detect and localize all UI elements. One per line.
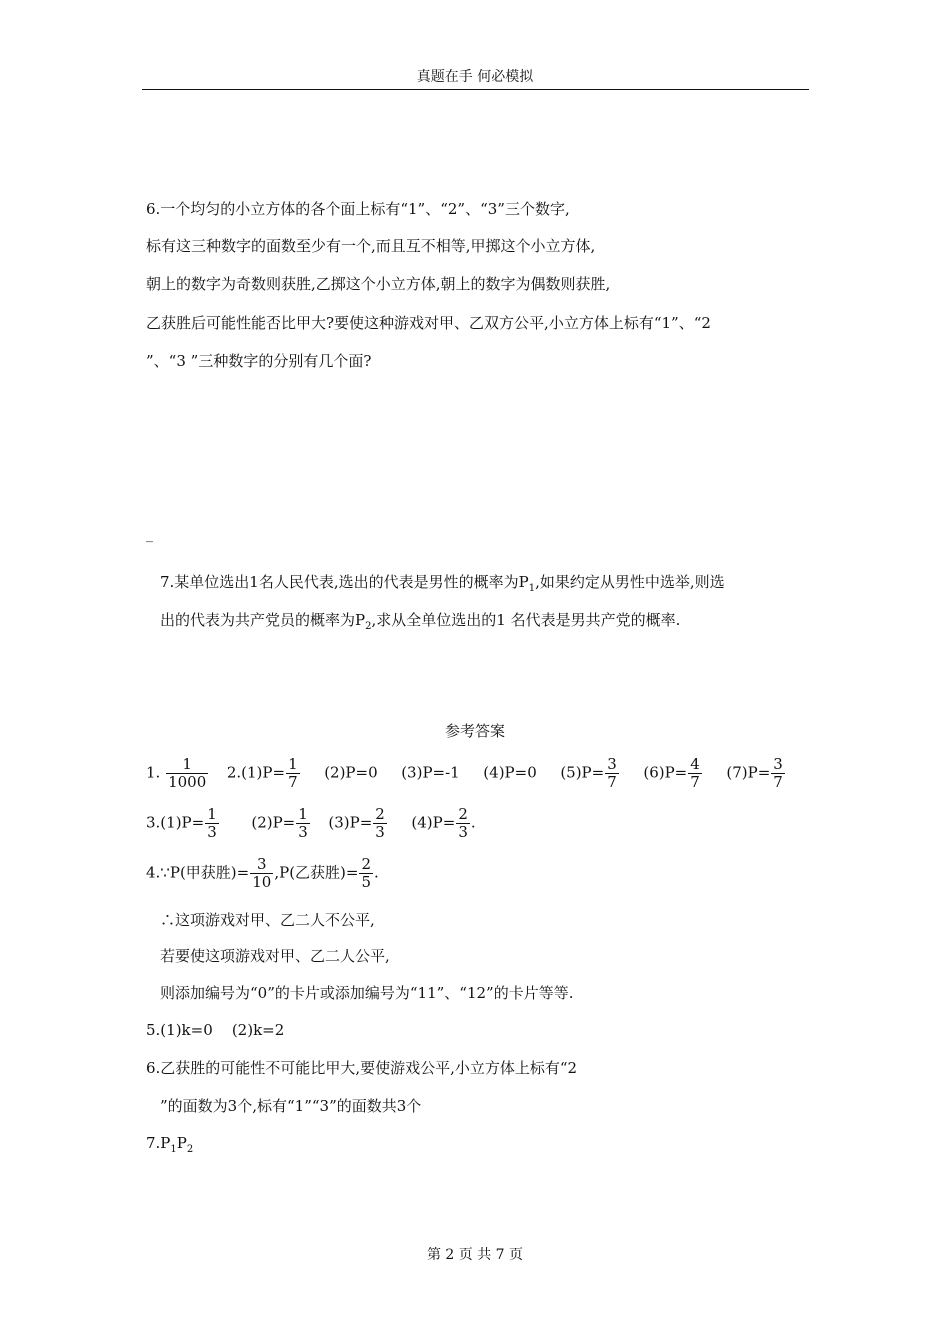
a4-fraction-2: [359, 856, 373, 891]
a2-2: (2)P=0: [324, 763, 378, 782]
a1-fraction: [166, 756, 208, 791]
a2-5-label: (5)P=: [560, 763, 605, 782]
a3-2-label: (2)P=: [251, 813, 296, 832]
a2-3: (3)P=-1: [401, 763, 460, 782]
a7-mid: P: [176, 1134, 187, 1152]
a3-4-numerator: 2: [458, 805, 468, 823]
q7-line-1-text-b: ,如果约定从男性中选举,则选: [535, 573, 725, 591]
q7-line-1: [160, 572, 725, 595]
a3-3-denominator: 3: [375, 823, 385, 841]
a4-fraction-1: [250, 856, 273, 891]
a2-1-fraction: [286, 756, 300, 791]
a2-5-fraction: [605, 756, 619, 791]
a2-6-fraction: [688, 756, 702, 791]
a2-6-label: (6)P=: [643, 763, 688, 782]
answer-4-line-1: [146, 856, 379, 891]
a3-label: 3.(1)P=: [146, 813, 205, 832]
a4-fraction-1-numerator: 3: [257, 855, 267, 873]
a2-1-denominator: 7: [288, 773, 298, 791]
a2-5-numerator: 3: [607, 755, 617, 773]
q6-line-5: ”、“3 ”三种数字的分别有几个面?: [146, 352, 372, 370]
a2-label: 2.(1)P=: [226, 763, 286, 782]
page-footer: 第 2 页 共 7 页: [426, 1247, 524, 1263]
answer-4-line-4: 则添加编号为“0”的卡片或添加编号为“11”、“12”的卡片等等.: [160, 984, 574, 1002]
q6-line-1: 6.一个均匀的小立方体的各个面上标有“1”、“2”、“3”三个数字,: [146, 200, 570, 218]
a7-sub-1: 1: [170, 1144, 177, 1155]
a3-1-denominator: 3: [207, 823, 217, 841]
a4-label: 4.∵P(甲获胜)=: [146, 863, 250, 882]
a3-3-fraction: [373, 806, 387, 841]
header-divider: [142, 89, 809, 90]
q7-sub-1: 1: [528, 583, 536, 594]
a3-end: .: [470, 813, 476, 832]
a4-fraction-1-denominator: 10: [252, 873, 272, 891]
a2-5-denominator: 7: [607, 773, 617, 791]
a3-4-label: (4)P=: [411, 813, 456, 832]
a7-sub-2: 2: [186, 1144, 194, 1155]
a4-end: .: [374, 863, 379, 882]
q7-line-2-text-a: 出的代表为共产党员的概率为P: [160, 611, 366, 629]
a3-4-fraction: [456, 806, 470, 841]
a2-7-denominator: 7: [773, 773, 783, 791]
stray-underscore: _: [146, 527, 153, 543]
a4-fraction-2-numerator: 2: [361, 855, 372, 873]
answer-1-2: [146, 756, 786, 791]
q6-line-4: 乙获胜后可能性能否比甲大?要使这种游戏对甲、乙双方公平,小立方体上标有“1”、“2: [146, 314, 711, 332]
a3-1-numerator: 1: [207, 805, 217, 823]
a2-7-fraction: [771, 756, 785, 791]
answer-6-line-2: ”的面数为3个,标有“1”“3”的面数共3个: [160, 1097, 422, 1115]
q7-sub-2: 2: [365, 621, 372, 632]
a2-4: (4)P=0: [483, 763, 537, 782]
a2-1-numerator: 1: [288, 755, 298, 773]
a2-6-numerator: 4: [690, 755, 700, 773]
a3-2-denominator: 3: [298, 823, 308, 841]
answer-4-line-3: 若要使这项游戏对甲、乙二人公平,: [160, 947, 390, 965]
a3-4-denominator: 3: [458, 823, 468, 841]
answer-7: [146, 1133, 193, 1156]
a3-1-fraction: [205, 806, 219, 841]
a1-fraction-denominator: 1000: [168, 773, 207, 791]
answer-5: 5.(1)k=0 (2)k=2: [146, 1021, 285, 1039]
answer-6-line-1: 6.乙获胜的可能性不可能比甲大,要使游戏公平,小立方体上标有“2: [146, 1059, 578, 1077]
a2-6-denominator: 7: [690, 773, 700, 791]
a3-3-numerator: 2: [375, 805, 385, 823]
q7-line-2: [160, 610, 680, 633]
answer-3: [146, 806, 476, 841]
a3-3-label: (3)P=: [328, 813, 373, 832]
a3-2-numerator: 1: [298, 805, 308, 823]
page-header-title: 真题在手 何必模拟: [416, 69, 534, 85]
q6-line-2: 标有这三种数字的面数至少有一个,而且互不相等,甲掷这个小立方体,: [146, 237, 596, 255]
a2-7-label: (7)P=: [726, 763, 771, 782]
a4-fraction-2-denominator: 5: [361, 873, 372, 891]
q6-line-3: 朝上的数字为奇数则获胜,乙掷这个小立方体,朝上的数字为偶数则获胜,: [146, 275, 611, 293]
q7-line-2-text-b: ,求从全单位选出的1 名代表是男共产党的概率.: [371, 611, 681, 629]
q7-line-1-text-a: 7.某单位选出1名人民代表,选出的代表是男性的概率为P: [160, 573, 529, 591]
a3-2-fraction: [296, 806, 310, 841]
answers-title: 参考答案: [444, 722, 505, 740]
a2-7-numerator: 3: [773, 755, 783, 773]
a1-fraction-numerator: 1: [182, 755, 192, 773]
a1-label: 1.: [146, 763, 161, 782]
a7-label: 7.P: [146, 1134, 171, 1152]
answer-4-line-2: ∴这项游戏对甲、乙二人不公平,: [160, 911, 375, 929]
a4-mid: ,P(乙获胜)=: [274, 863, 359, 882]
